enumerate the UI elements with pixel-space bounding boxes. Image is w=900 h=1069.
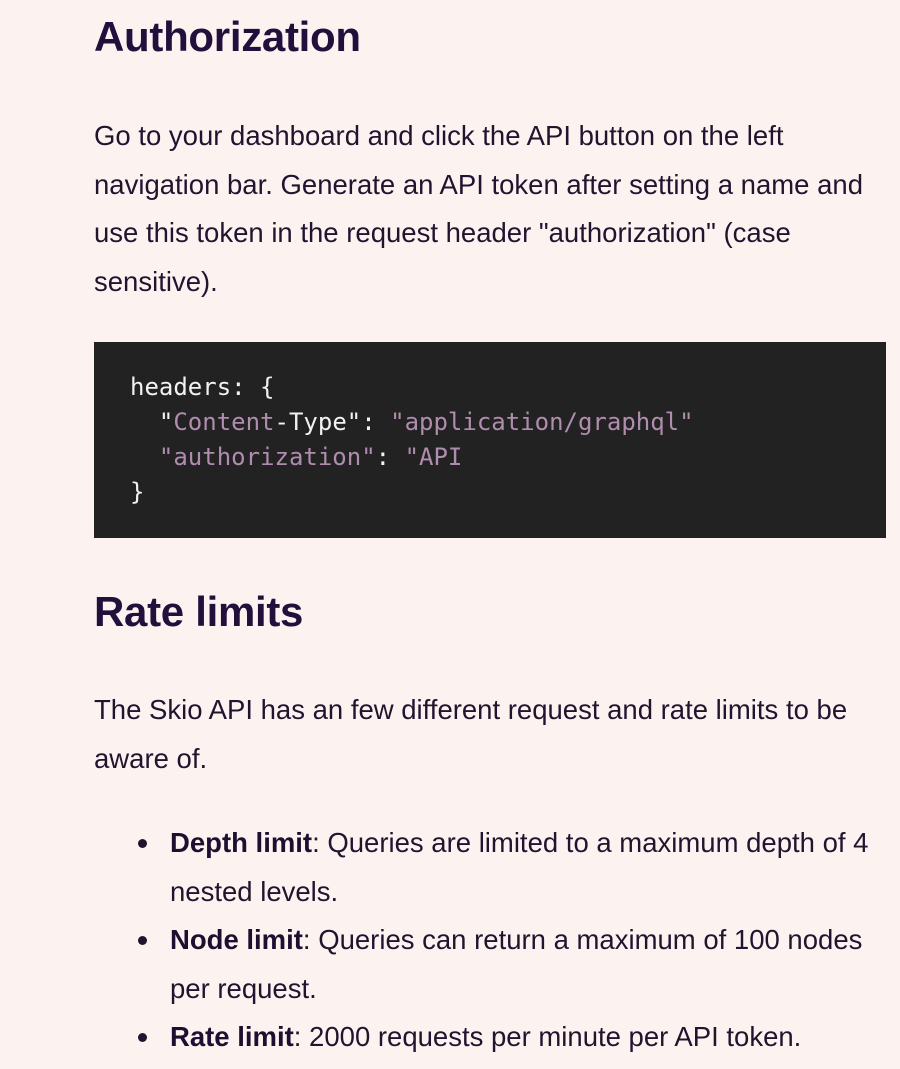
bullet-icon <box>138 936 147 945</box>
rate-limits-list <box>94 819 886 1062</box>
list-item-depth-limit <box>94 819 886 916</box>
rate-limits-heading: Rate limits <box>94 588 304 635</box>
code-line-2: "Content-Type": "application/graphql" <box>158 408 694 436</box>
authorization-heading: Authorization <box>94 13 361 60</box>
list-item-node-limit <box>94 916 886 1013</box>
list-item-term: Node limit <box>170 924 303 955</box>
list-item-rate-limit <box>94 1013 886 1062</box>
list-item-description: : Queries are limited to a maximum depth of 4 nested levels. <box>170 827 869 907</box>
list-item-description: : Queries can return a maximum of 100 nodes per request. <box>170 924 863 1004</box>
list-item-term: Depth limit <box>170 827 313 858</box>
rate-limits-paragraph: The Skio API has an few different request and rate limits to be aware of. <box>94 694 848 774</box>
bullet-icon <box>138 1033 147 1042</box>
authorization-paragraph: Go to your dashboard and click the API button on the left navigation bar. Generate an API token after setting a name and use this token in the request header "authorization" (case sensitive). <box>94 120 863 297</box>
code-line-3: "authorization": "API <box>158 443 463 471</box>
list-item-description: : 2000 requests per minute per API token. <box>293 1021 802 1052</box>
bullet-icon <box>138 839 147 848</box>
code-line-4: } <box>130 478 145 506</box>
list-item-term: Rate limit <box>170 1021 294 1052</box>
code-block[interactable] <box>94 342 886 538</box>
code-line-1: headers: { <box>130 373 275 401</box>
